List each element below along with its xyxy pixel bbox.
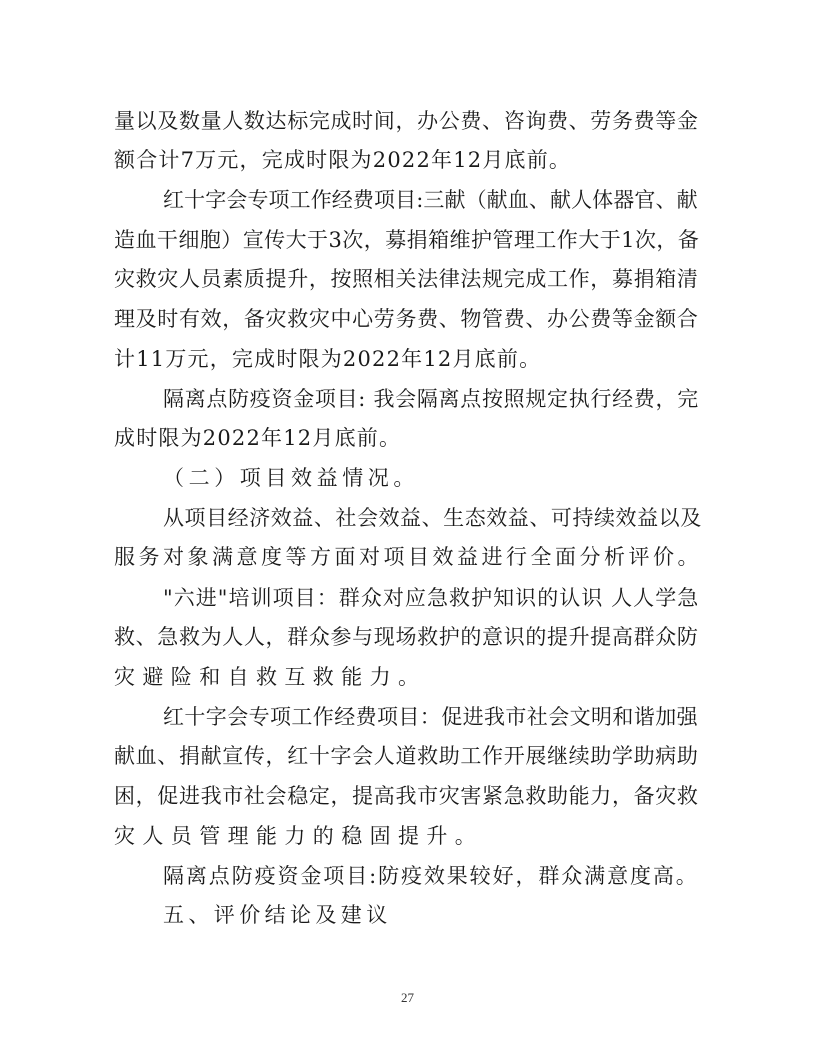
text-line: 灾救灾人员素质提升，按照相关法律法规完成工作，募捐箱清 [114,267,699,291]
text-line: 红十字会专项工作经费项目:三献（献血、献人体器官、献 [163,188,698,212]
text-line: 成时限为2022年12月底前。 [114,426,402,450]
text-line: 造血干细胞）宣传大于3次，募捐箱维护管理工作大于1次，备 [114,228,700,252]
text-line: 救、急救为人人，群众参与现场救护的意识的提升提高群众防 [114,625,699,649]
text-line: 量以及数量人数达标完成时间，办公费、咨询费、劳务费等金 [114,109,699,133]
text-line: 献血、捐献宣传，红十字会人道救助工作开展继续助学助病助 [114,744,699,768]
text-line: 额合计7万元，完成时限为2022年12月底前。 [114,148,572,172]
text-line: 计11万元，完成时限为2022年12月底前。 [114,347,542,371]
text-line: "六进"培训项目：群众对应急救护知识的认识 人人学急 [163,586,700,610]
text-line: 五、评价结论及建议 [163,903,392,927]
text-line: （二）项目效益情况。 [163,466,419,490]
text-line: 灾人员管理能力的稳固提升。 [114,824,484,848]
text-line: 困，促进我市社会稳定，提高我市灾害紧急救助能力，备灾救 [114,784,699,808]
text-line: 从项目经济效益、社会效益、生态效益、可持续效益以及 [163,506,702,530]
text-line: 隔离点防疫资金项目:防疫效果较好，群众满意度高。 [163,864,699,888]
text-line: 理及时有效，备灾救灾中心劳务费、物管费、办公费等金额合 [114,307,699,331]
page-number: 27 [401,990,414,1005]
text-line: 隔离点防疫资金项目: 我会隔离点按照规定执行经费，完 [163,387,699,411]
text-line: 红十字会专项工作经费项目：促进我市社会文明和谐加强 [163,705,698,729]
text-line: 服务对象满意度等方面对项目效益进行全面分析评价。 [114,545,702,569]
text-line: 灾避险和自救互救能力。 [114,665,427,689]
